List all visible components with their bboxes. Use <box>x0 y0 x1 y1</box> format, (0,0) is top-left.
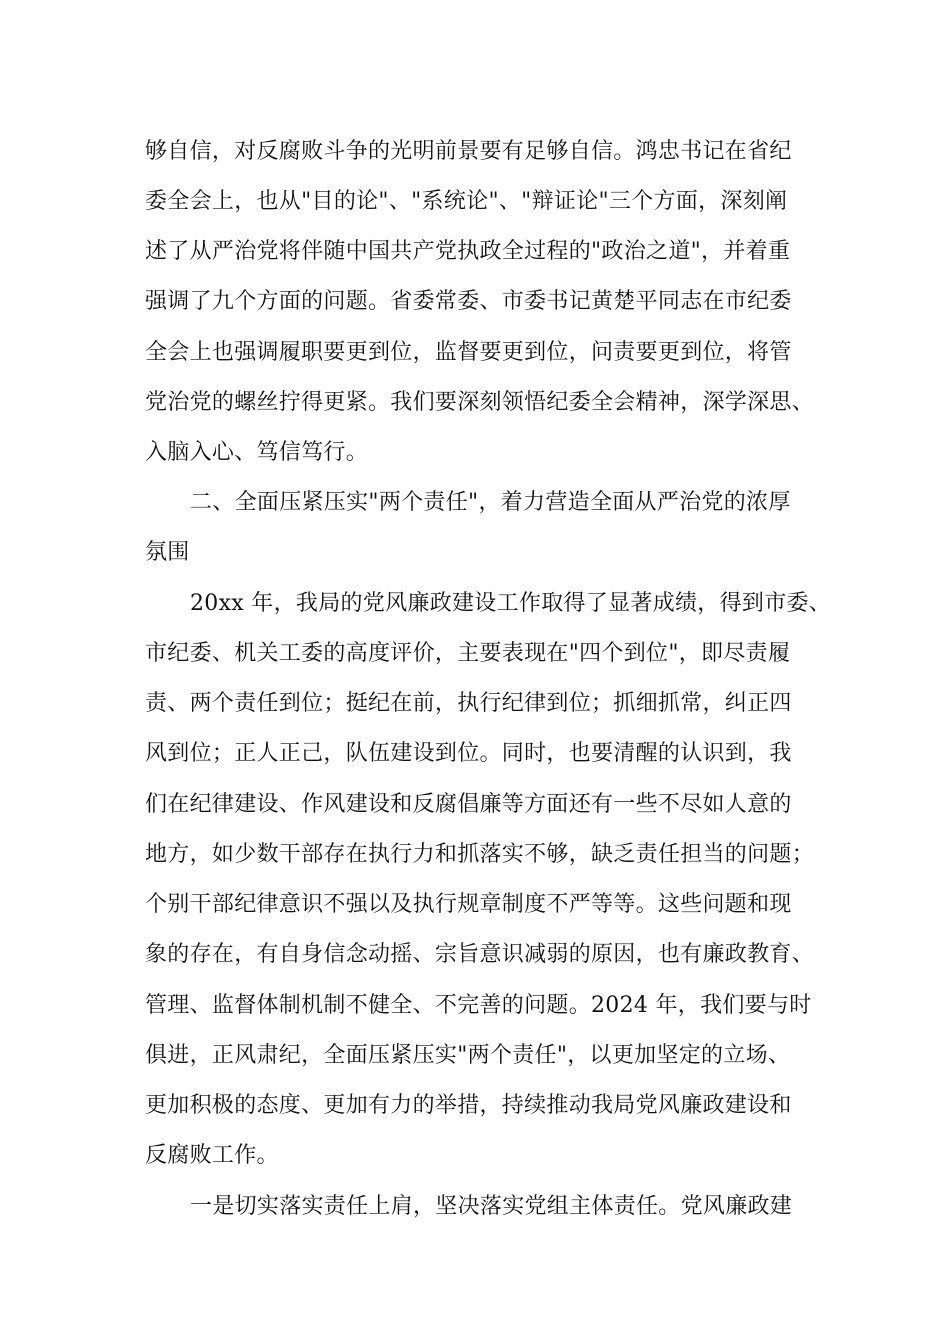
paragraph-line: 20xx 年，我局的党风廉政建设工作取得了显著成绩，得到市委、 <box>190 591 832 616</box>
paragraph-line: 委全会上，也从"目的论"、"系统论"、"辩证论"三个方面，深刻阐 <box>145 189 788 214</box>
paragraph-line: 够自信，对反腐败斗争的光明前景要有足够自信。鸿忠书记在省纪 <box>145 139 792 164</box>
paragraph-line: 象的存在，有自身信念动摇、宗旨意识减弱的原因，也有廉政教育、 <box>145 942 815 967</box>
paragraph-line: 个别干部纪律意识不强以及执行规章制度不严等等。这些问题和现 <box>145 892 792 917</box>
paragraph-line: 反腐败工作。 <box>145 1143 279 1168</box>
paragraph-line: 市纪委、机关工委的高度评价，主要表现在"四个到位"，即尽责履 <box>145 641 791 666</box>
paragraph-line: 风到位；正人正己，队伍建设到位。同时，也要清醒的认识到，我 <box>145 741 792 766</box>
section-heading-line: 氛围 <box>145 540 190 565</box>
paragraph-line: 责、两个责任到位；挺纪在前，执行纪律到位；抓细抓常，纠正四 <box>145 691 792 716</box>
paragraph-line: 强调了九个方面的问题。省委常委、市委书记黄楚平同志在市纪委 <box>145 289 792 314</box>
section-heading-line: 二、全面压紧压实"两个责任"，着力营造全面从严治党的浓厚 <box>190 490 791 515</box>
paragraph-line: 们在纪律建设、作风建设和反腐倡廉等方面还有一些不尽如人意的 <box>145 792 792 817</box>
paragraph-line: 入脑入心、笃信笃行。 <box>145 440 369 465</box>
paragraph-line: 地方，如少数干部存在执行力和抓落实不够，缺乏责任担当的问题； <box>145 842 815 867</box>
paragraph-line: 党治党的螺丝拧得更紧。我们要深刻领悟纪委全会精神，深学深思、 <box>145 390 815 415</box>
paragraph-line: 一是切实落实责任上肩，坚决落实党组主体责任。党风廉政建 <box>190 1194 793 1219</box>
paragraph-line: 管理、监督体制机制不健全、不完善的问题。2024 年，我们要与时 <box>145 993 812 1018</box>
paragraph-line: 述了从严治党将伴随中国共产党执政全过程的"政治之道"，并着重 <box>145 239 791 264</box>
paragraph-line: 俱进，正风肃纪，全面压紧压实"两个责任"，以更加坚定的立场、 <box>145 1043 791 1068</box>
paragraph-line: 全会上也强调履职要更到位，监督要更到位，问责要更到位，将管 <box>145 340 792 365</box>
paragraph-line: 更加积极的态度、更加有力的举措，持续推动我局党风廉政建设和 <box>145 1093 792 1118</box>
